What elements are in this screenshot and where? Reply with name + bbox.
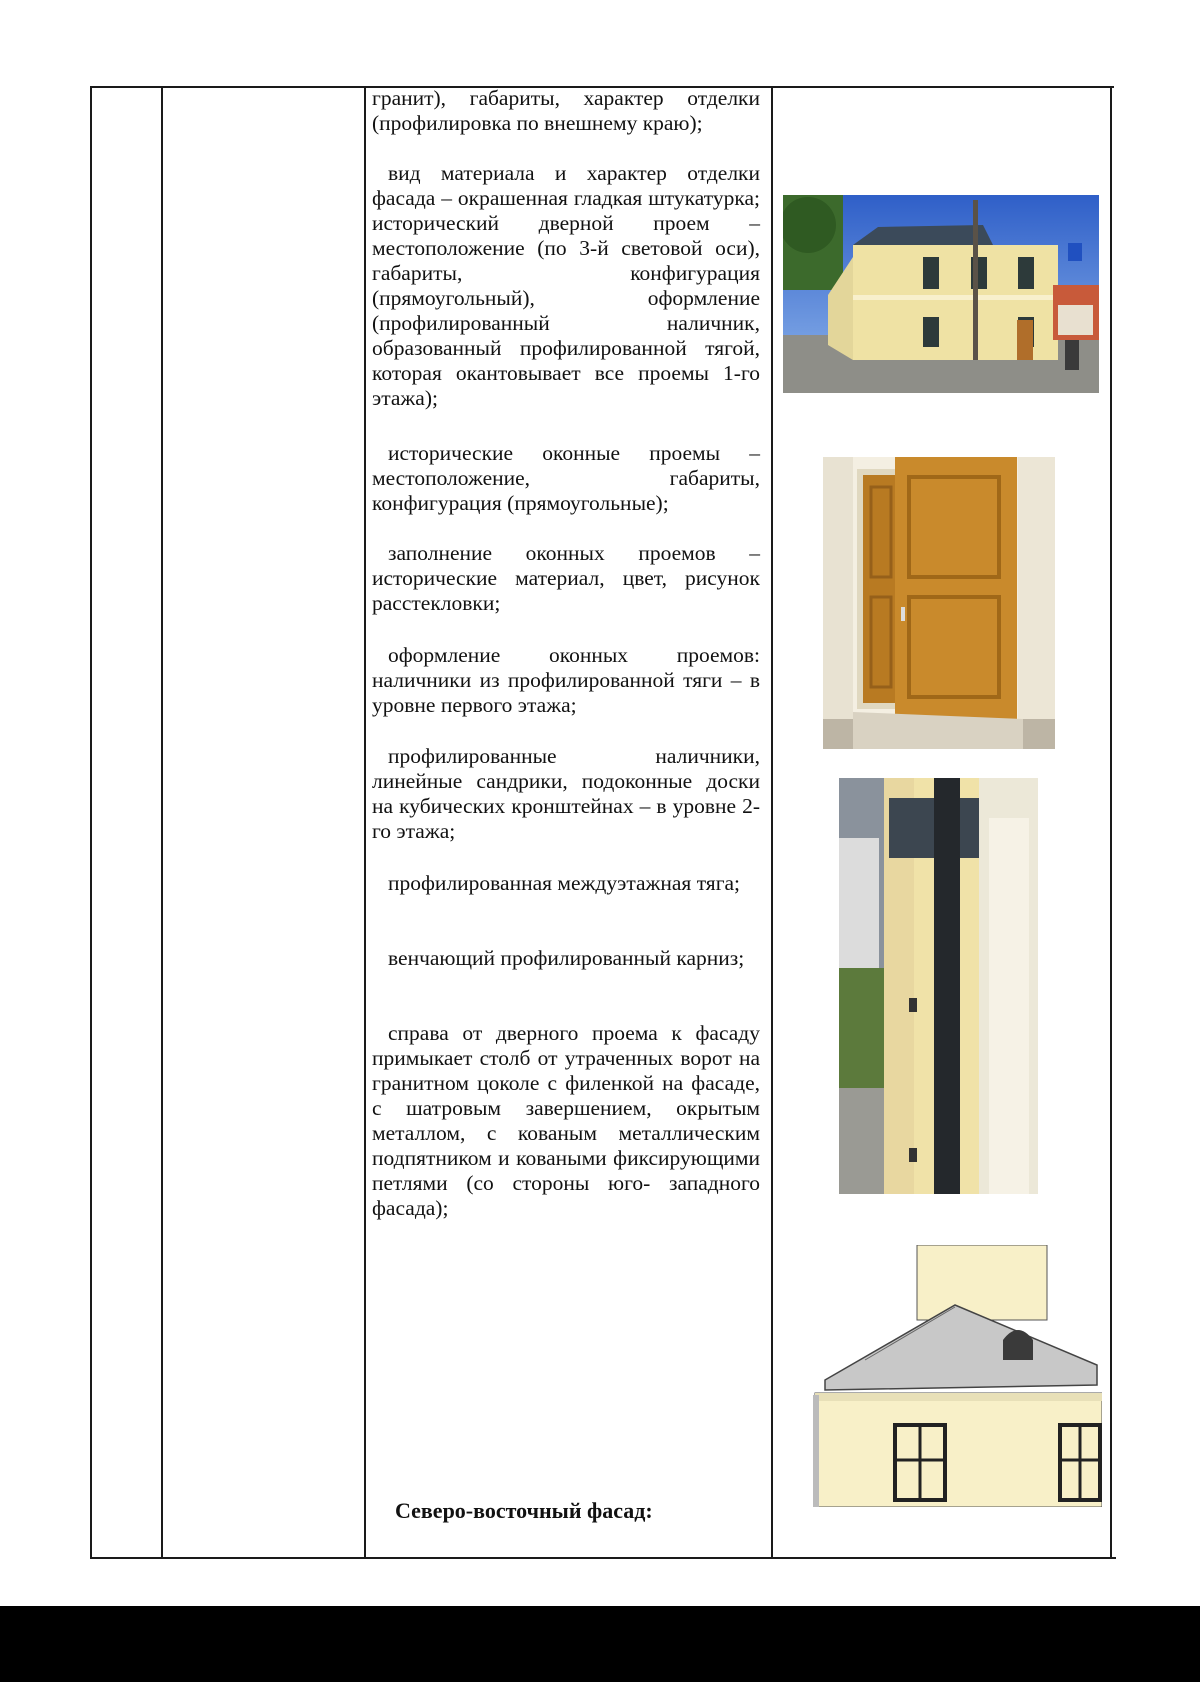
north-east-facade-heading: Северо-восточный фасад: [395,1498,653,1523]
wooden-door-photo [823,457,1055,749]
paragraph-crowning-cornice: венчающий профилированный карниз; [388,946,745,970]
paragraph-gate-pillar: справа от дверного проема к фасаду примыкает столб от утраченных ворот на гранитном цоколе с филенкой на фасаде, с шатровым завершением, окрытым металлом, с кованым металлическим подпятником и коваными фиксирующими петлями (со стороны юго- западного фасада); [372,1021,760,1220]
paragraph-window-decoration: оформление оконных проемов: наличники из профилированной тяги – в уровне первого этажа; [372,643,760,717]
scan-bottom-band [0,1606,1200,1682]
paragraph-second-floor: профилированные наличники, линейные сандрики, подоконные доски на кубических кронштейнах – в уровне 2-го этажа; [372,744,760,843]
paragraph-granite: гранит), габариты, характер отделки (профилировка по внешнему краю); [372,86,760,135]
paragraph-window-filling: заполнение оконных проемов – исторические материал, цвет, рисунок расстекловки; [372,541,760,615]
paragraph-facade-material: вид материала и характер отделки фасада – окрашенная гладкая штукатурка; исторический дверной проем – местоположение (по 3-й световой оси), габариты, конфигурация (прямоугольный), оформление (профилированный наличник, образованный профилированной тягой, которая окантовывает все проемы 1-го этажа); [372,161,760,410]
paragraph-cornice-band: профилированная междуэтажная тяга; [388,871,741,895]
table-bottom-border [90,1557,1116,1559]
table-right-border [1110,88,1112,1557]
column-divider-1 [161,86,163,1559]
paragraph-window-openings: исторические оконные проемы – местоположение, габариты, конфигурация (прямоугольные); [372,441,760,515]
column-divider-3 [771,88,773,1557]
column-divider-2 [364,86,366,1559]
building-corner-photo [783,195,1099,393]
facade-drawing [805,1245,1102,1507]
table-left-border [90,86,92,1559]
pillar-drainpipe-photo [839,778,1038,1194]
